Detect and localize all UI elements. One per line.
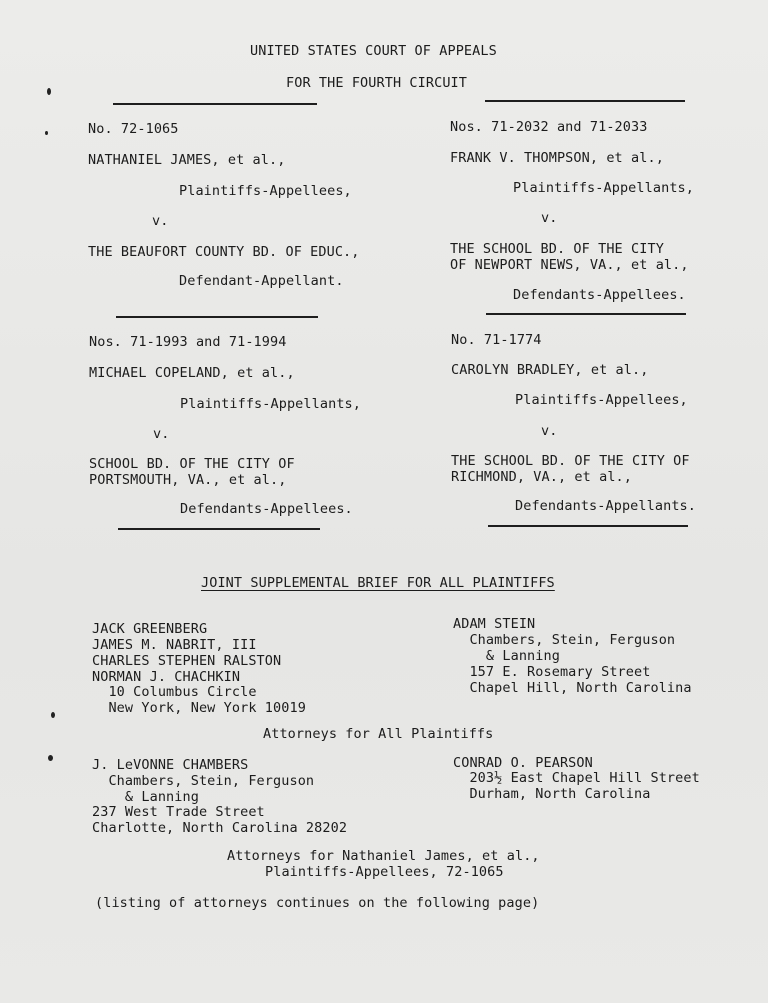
party-role: Defendants-Appellees. bbox=[180, 501, 353, 517]
versus: v. bbox=[541, 210, 558, 226]
attorney-line: 157 E. Rosemary Street bbox=[453, 664, 651, 680]
party-name: OF NEWPORT NEWS, VA., et al., bbox=[450, 257, 689, 273]
party-role: Plaintiffs-Appellants, bbox=[180, 396, 362, 412]
attorneys-all-caption: Attorneys for All Plaintiffs bbox=[263, 726, 494, 742]
attorney-line: 237 West Trade Street bbox=[92, 804, 265, 820]
attorney-line: 10 Columbus Circle bbox=[92, 684, 257, 700]
attorneys-james-caption: Plaintiffs-Appellees, 72-1065 bbox=[265, 864, 504, 880]
attorney-line: Chambers, Stein, Ferguson bbox=[92, 773, 315, 789]
circuit-name: FOR THE FOURTH CIRCUIT bbox=[286, 75, 468, 91]
versus: v. bbox=[152, 213, 169, 229]
party-name: MICHAEL COPELAND, et al., bbox=[89, 365, 295, 381]
versus: v. bbox=[153, 426, 170, 442]
scan-speck bbox=[48, 755, 53, 761]
attorney-line: CHARLES STEPHEN RALSTON bbox=[92, 653, 282, 669]
party-role: Plaintiffs-Appellees, bbox=[179, 183, 352, 199]
party-name: THE BEAUFORT COUNTY BD. OF EDUC., bbox=[88, 244, 360, 260]
attorney-line: Chambers, Stein, Ferguson bbox=[453, 632, 676, 648]
attorney-line: J. LeVONNE CHAMBERS bbox=[92, 757, 249, 773]
brief-title: JOINT SUPPLEMENTAL BRIEF FOR ALL PLAINTIFFS bbox=[201, 575, 555, 591]
versus: v. bbox=[541, 423, 558, 439]
party-name: NATHANIEL JAMES, et al., bbox=[88, 152, 286, 168]
attorney-line: NORMAN J. CHACHKIN bbox=[92, 669, 241, 685]
party-name: SCHOOL BD. OF THE CITY OF bbox=[89, 456, 295, 472]
rule-mid-right bbox=[486, 313, 686, 315]
continuation-note: (listing of attorneys continues on the following page) bbox=[95, 895, 540, 911]
case-number: Nos. 71-1993 and 71-1994 bbox=[89, 334, 287, 350]
party-name: THE SCHOOL BD. OF THE CITY OF bbox=[451, 453, 690, 469]
rule-bottom-right bbox=[488, 525, 688, 527]
party-name: RICHMOND, VA., et al., bbox=[451, 469, 633, 485]
scan-speck bbox=[45, 131, 48, 135]
attorney-line: JAMES M. NABRIT, III bbox=[92, 637, 257, 653]
case-number: No. 72-1065 bbox=[88, 121, 179, 137]
scan-speck bbox=[51, 712, 55, 718]
attorney-line: ADAM STEIN bbox=[453, 616, 536, 632]
attorney-line: New York, New York 10019 bbox=[92, 700, 306, 716]
attorney-line: 203½ East Chapel Hill Street bbox=[453, 770, 700, 786]
attorney-line: & Lanning bbox=[92, 789, 199, 805]
party-name: PORTSMOUTH, VA., et al., bbox=[89, 472, 287, 488]
court-name: UNITED STATES COURT OF APPEALS bbox=[250, 43, 497, 59]
rule-bottom-left bbox=[118, 528, 320, 530]
party-name: CAROLYN BRADLEY, et al., bbox=[451, 362, 649, 378]
party-name: FRANK V. THOMPSON, et al., bbox=[450, 150, 664, 166]
party-role: Plaintiffs-Appellants, bbox=[513, 180, 695, 196]
attorney-line: & Lanning bbox=[453, 648, 560, 664]
party-name: THE SCHOOL BD. OF THE CITY bbox=[450, 241, 664, 257]
case-number: Nos. 71-2032 and 71-2033 bbox=[450, 119, 648, 135]
case-number: No. 71-1774 bbox=[451, 332, 542, 348]
attorneys-james-caption: Attorneys for Nathaniel James, et al., bbox=[227, 848, 540, 864]
party-role: Plaintiffs-Appellees, bbox=[515, 392, 688, 408]
rule-top-right bbox=[485, 100, 685, 102]
party-role: Defendants-Appellees. bbox=[513, 287, 686, 303]
party-role: Defendant-Appellant. bbox=[179, 273, 344, 289]
attorney-line: JACK GREENBERG bbox=[92, 621, 208, 637]
attorney-line: CONRAD O. PEARSON bbox=[453, 755, 593, 771]
scan-speck bbox=[47, 88, 51, 95]
attorney-line: Charlotte, North Carolina 28202 bbox=[92, 820, 348, 836]
party-role: Defendants-Appellants. bbox=[515, 498, 697, 514]
rule-mid-left bbox=[116, 316, 318, 318]
rule-top-left bbox=[113, 103, 317, 105]
attorney-line: Chapel Hill, North Carolina bbox=[453, 680, 692, 696]
attorney-line: Durham, North Carolina bbox=[453, 786, 651, 802]
